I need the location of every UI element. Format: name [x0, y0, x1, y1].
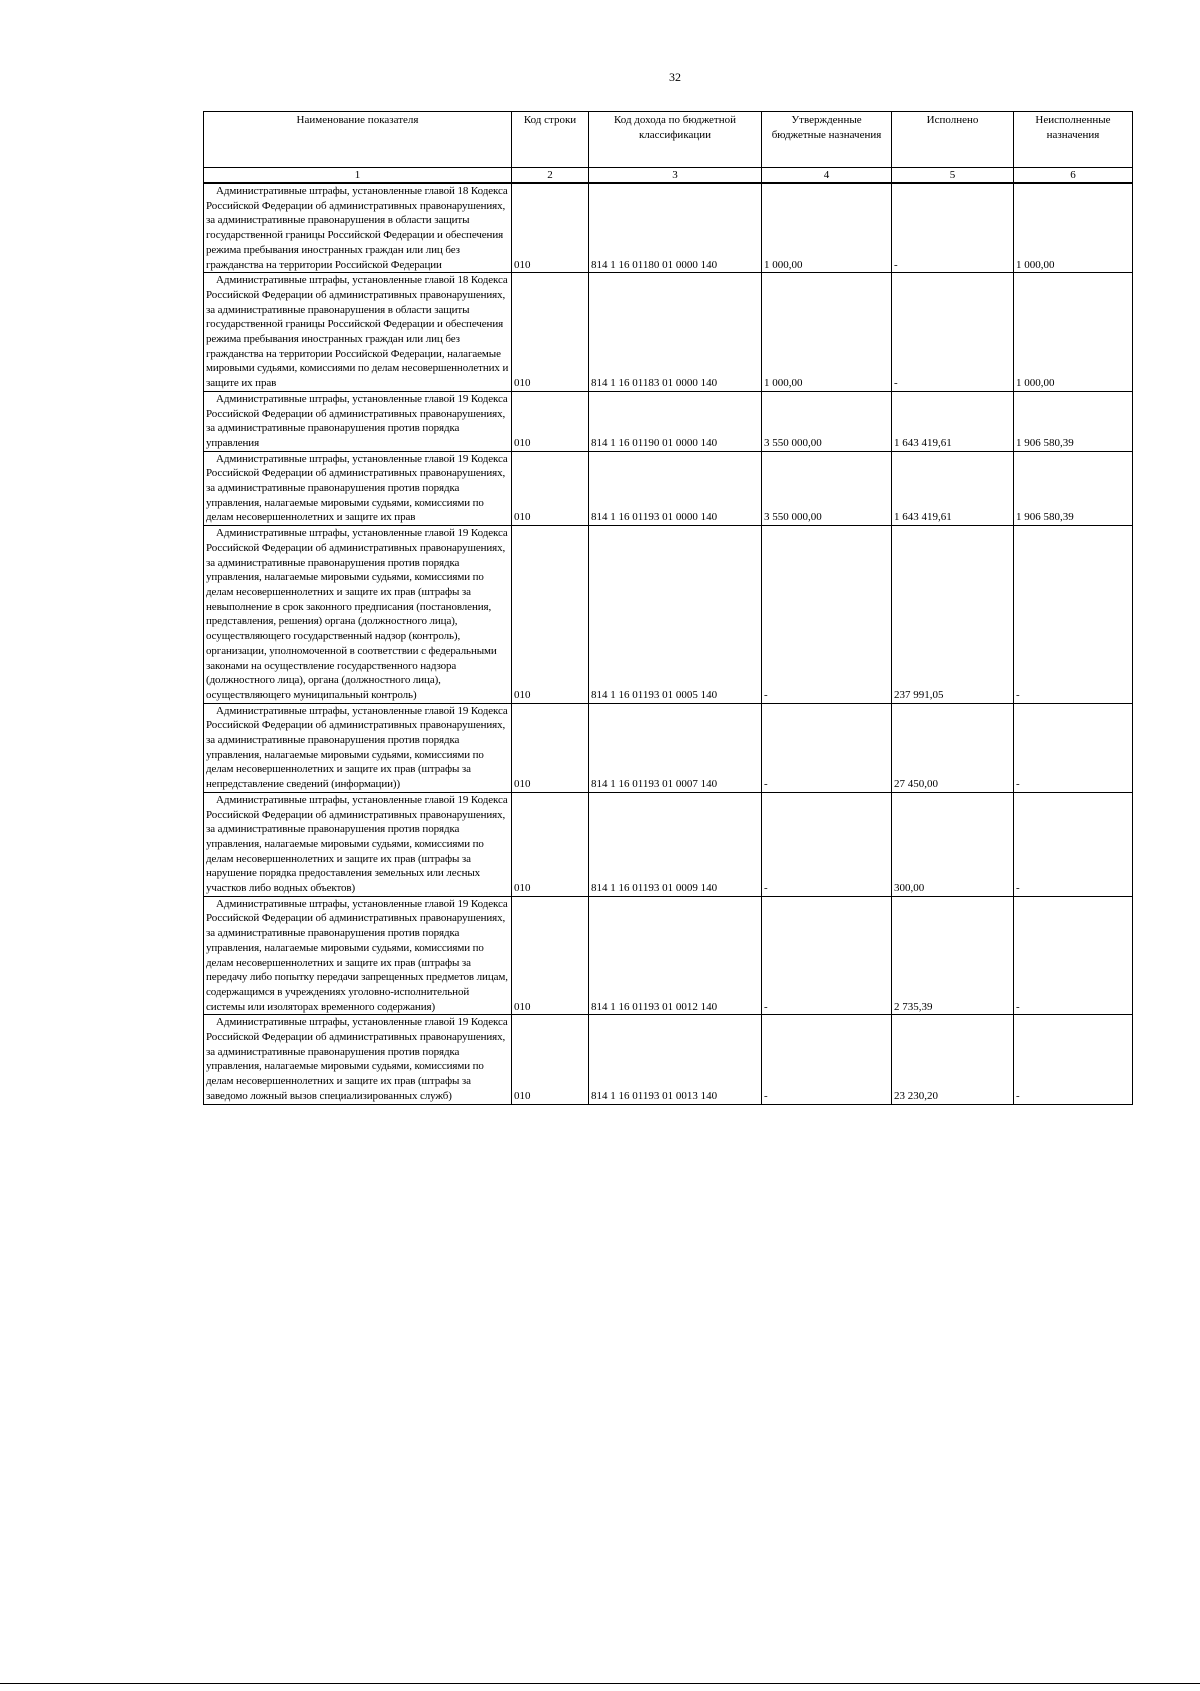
table-row	[204, 703, 1133, 792]
executed-cell: -	[892, 183, 1014, 273]
unexecuted-cell: -	[1014, 792, 1133, 896]
approved-cell: -	[762, 896, 892, 1015]
indicator-name-cell: Административные штрафы, установленные главой 19 Кодекса Российской Федерации об административных правонарушениях, за административные правонарушения против порядка управления	[204, 391, 512, 451]
executed-cell: 1 643 419,61	[892, 451, 1014, 526]
budget-report-table	[203, 111, 1133, 1105]
indicator-name-cell: Административные штрафы, установленные главой 19 Кодекса Российской Федерации об административных правонарушениях, за административные правонарушения против порядка управления, налагаемые мировыми судьями, комиссиями по делам несовершеннолетних и защите их прав	[204, 451, 512, 526]
header-income-code: Код дохода по бюджетной классификации	[589, 112, 762, 168]
income-code-cell: 814 1 16 01180 01 0000 140	[589, 183, 762, 273]
unexecuted-cell: 1 906 580,39	[1014, 391, 1133, 451]
column-number: 3	[589, 168, 762, 184]
executed-cell: 1 643 419,61	[892, 391, 1014, 451]
line-code-cell: 010	[512, 451, 589, 526]
table-row	[204, 792, 1133, 896]
indicator-name-cell: Административные штрафы, установленные главой 19 Кодекса Российской Федерации об административных правонарушениях, за административные правонарушения против порядка управления, налагаемые мировыми судьями, комиссиями по делам несовершеннолетних и защите их прав (штрафы за невыполнение в срок законного предписания (постановления, представления, решения) органа (должностного лица), осуществляющего государственный надзор (контроль), организации, уполномоченной в соответствии с федеральными законами на осуществление государственного надзора (должностного лица), органа (должностного лица), осуществляющего муниципальный контроль)	[204, 526, 512, 703]
indicator-name-cell: Административные штрафы, установленные главой 19 Кодекса Российской Федерации об административных правонарушениях, за административные правонарушения против порядка управления, налагаемые мировыми судьями, комиссиями по делам несовершеннолетних и защите их прав (штрафы за нарушение порядка предоставления земельных или лесных участков либо водных объектов)	[204, 792, 512, 896]
approved-cell: 1 000,00	[762, 183, 892, 273]
executed-cell: -	[892, 273, 1014, 392]
table-row	[204, 896, 1133, 1015]
column-number: 2	[512, 168, 589, 184]
approved-cell: -	[762, 1015, 892, 1104]
approved-cell: -	[762, 526, 892, 703]
income-code-cell: 814 1 16 01193 01 0000 140	[589, 451, 762, 526]
income-code-cell: 814 1 16 01193 01 0013 140	[589, 1015, 762, 1104]
income-code-cell: 814 1 16 01193 01 0005 140	[589, 526, 762, 703]
header-line-code: Код строки	[512, 112, 589, 168]
column-number-row	[204, 168, 1133, 184]
indicator-name-cell: Административные штрафы, установленные главой 19 Кодекса Российской Федерации об административных правонарушениях, за административные правонарушения против порядка управления, налагаемые мировыми судьями, комиссиями по делам несовершеннолетних и защите их прав (штрафы за передачу либо попытку передачи запрещенных предметов лицам, содержащимся в учреждениях уголовно-исполнительной системы или изоляторах временного содержания)	[204, 896, 512, 1015]
executed-cell: 2 735,39	[892, 896, 1014, 1015]
header-approved: Утвержденные бюджетные назначения	[762, 112, 892, 168]
executed-cell: 27 450,00	[892, 703, 1014, 792]
income-code-cell: 814 1 16 01190 01 0000 140	[589, 391, 762, 451]
header-unexecuted: Неисполненные назначения	[1014, 112, 1133, 168]
line-code-cell: 010	[512, 896, 589, 1015]
indicator-name-cell: Административные штрафы, установленные главой 19 Кодекса Российской Федерации об административных правонарушениях, за административные правонарушения против порядка управления, налагаемые мировыми судьями, комиссиями по делам несовершеннолетних и защите их прав (штрафы за заведомо ложный вызов специализированных служб)	[204, 1015, 512, 1104]
approved-cell: 1 000,00	[762, 273, 892, 392]
line-code-cell: 010	[512, 703, 589, 792]
income-code-cell: 814 1 16 01193 01 0009 140	[589, 792, 762, 896]
executed-cell: 237 991,05	[892, 526, 1014, 703]
approved-cell: -	[762, 792, 892, 896]
executed-cell: 23 230,20	[892, 1015, 1014, 1104]
line-code-cell: 010	[512, 1015, 589, 1104]
unexecuted-cell: 1 000,00	[1014, 273, 1133, 392]
line-code-cell: 010	[512, 526, 589, 703]
column-number: 6	[1014, 168, 1133, 184]
income-code-cell: 814 1 16 01193 01 0007 140	[589, 703, 762, 792]
line-code-cell: 010	[512, 183, 589, 273]
unexecuted-cell: -	[1014, 1015, 1133, 1104]
table-row	[204, 273, 1133, 392]
header-executed: Исполнено	[892, 112, 1014, 168]
indicator-name-cell: Административные штрафы, установленные главой 19 Кодекса Российской Федерации об административных правонарушениях, за административные правонарушения против порядка управления, налагаемые мировыми судьями, комиссиями по делам несовершеннолетних и защите их прав (штрафы за непредставление сведений (информации))	[204, 703, 512, 792]
table-row	[204, 183, 1133, 273]
column-number: 1	[204, 168, 512, 184]
column-number: 5	[892, 168, 1014, 184]
unexecuted-cell: -	[1014, 896, 1133, 1015]
table-row	[204, 451, 1133, 526]
executed-cell: 300,00	[892, 792, 1014, 896]
indicator-name-cell: Административные штрафы, установленные главой 18 Кодекса Российской Федерации об административных правонарушениях, за административные правонарушения в области защиты государственной границы Российской Федерации и обеспечения режима пребывания иностранных граждан или лиц без гражданства на территории Российской Федерации, налагаемые мировыми судьями, комиссиями по делам несовершеннолетних и защите их прав	[204, 273, 512, 392]
approved-cell: 3 550 000,00	[762, 451, 892, 526]
header-row	[204, 112, 1133, 168]
approved-cell: 3 550 000,00	[762, 391, 892, 451]
approved-cell: -	[762, 703, 892, 792]
line-code-cell: 010	[512, 273, 589, 392]
line-code-cell: 010	[512, 391, 589, 451]
unexecuted-cell: -	[1014, 526, 1133, 703]
income-code-cell: 814 1 16 01183 01 0000 140	[589, 273, 762, 392]
page-bottom-rule	[0, 1683, 1200, 1684]
indicator-name-cell: Административные штрафы, установленные главой 18 Кодекса Российской Федерации об административных правонарушениях, за административные правонарушения в области защиты государственной границы Российской Федерации и обеспечения режима пребывания иностранных граждан или лиц без гражданства на территории Российской Федерации	[204, 183, 512, 273]
table-row	[204, 1015, 1133, 1104]
income-code-cell: 814 1 16 01193 01 0012 140	[589, 896, 762, 1015]
table-row	[204, 391, 1133, 451]
unexecuted-cell: -	[1014, 703, 1133, 792]
unexecuted-cell: 1 906 580,39	[1014, 451, 1133, 526]
line-code-cell: 010	[512, 792, 589, 896]
column-number: 4	[762, 168, 892, 184]
unexecuted-cell: 1 000,00	[1014, 183, 1133, 273]
table-row	[204, 526, 1133, 703]
header-indicator-name: Наименование показателя	[204, 112, 512, 168]
page-number: 32	[669, 70, 681, 84]
